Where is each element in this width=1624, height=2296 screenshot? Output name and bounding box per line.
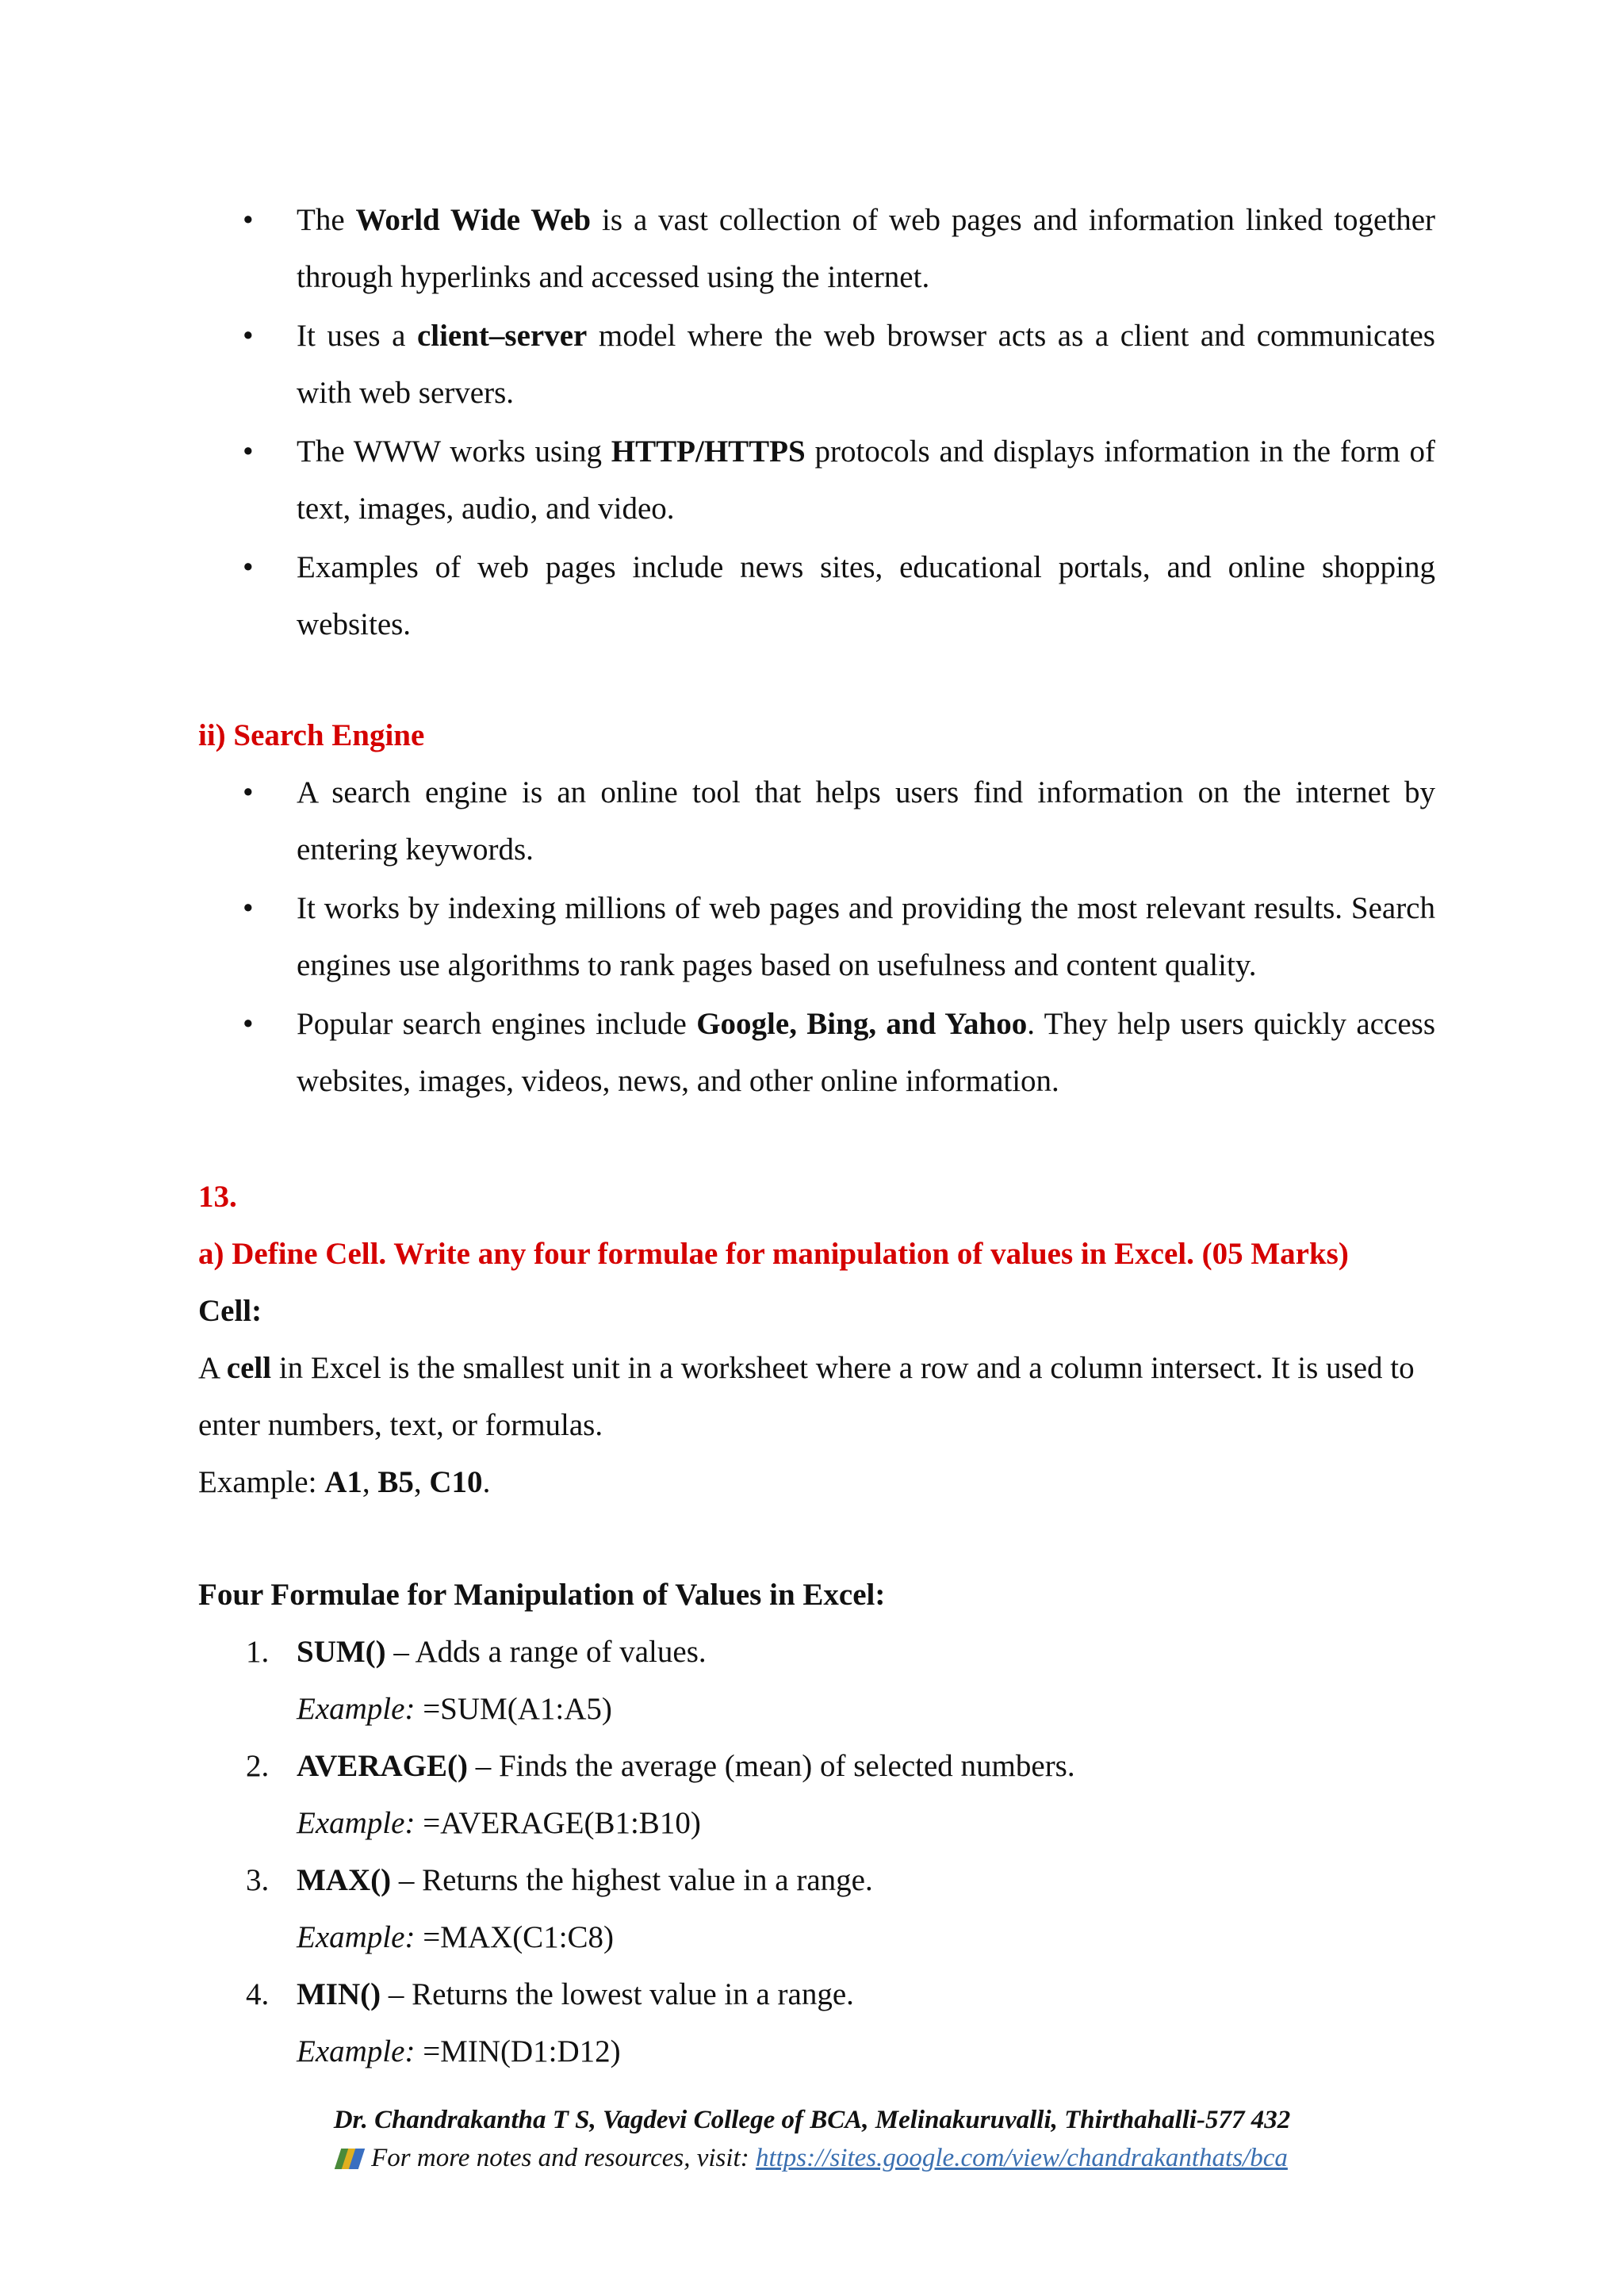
search-engine-bullet-list xyxy=(198,764,1435,1110)
bullet-icon: • xyxy=(243,891,254,925)
question-13-section xyxy=(198,1169,1435,1511)
bullet-icon: • xyxy=(243,434,254,469)
bullet-icon: • xyxy=(243,550,254,584)
page-footer xyxy=(0,2101,1624,2177)
cell-heading: Cell: xyxy=(198,1294,262,1328)
formula-example: Example: =MIN(D1:D12) xyxy=(297,2034,621,2068)
section-heading: ii) Search Engine xyxy=(198,718,425,752)
list-item: 2. AVERAGE() – Finds the average (mean) of selected numbers. xyxy=(246,1749,1075,1783)
formula-example: Example: =SUM(A1:A5) xyxy=(297,1692,612,1726)
formula-example: Example: =MAX(C1:C8) xyxy=(297,1920,615,1954)
list-item: • Popular search engines include Google, Bing, and Yahoo. They help users quickly access websites, images, videos, news, and other online information. xyxy=(198,996,1435,1110)
footer-author: Dr. Chandrakantha T S, Vagdevi College of BCA, Melinakuruvalli, Thirthahalli-577 432 xyxy=(333,2106,1291,2134)
cell-example: Example: A1, B5, C10. xyxy=(198,1465,491,1499)
www-bullet-list xyxy=(198,192,1435,653)
resources-link[interactable]: https://sites.google.com/view/chandrakanthats/bca xyxy=(755,2144,1288,2172)
formulae-heading: Four Formulae for Manipulation of Values in Excel: xyxy=(198,1578,886,1612)
question-text: a) Define Cell. Write any four formulae for manipulation of values in Excel. (05 Marks) xyxy=(198,1237,1349,1271)
footer-resources: For more notes and resources, visit: https://sites.google.com/view/chandrakanthats/bca xyxy=(0,2139,1624,2177)
books-icon xyxy=(336,2145,363,2169)
bullet-icon: • xyxy=(243,319,254,353)
bullet-icon: • xyxy=(243,775,254,809)
list-item: • The World Wide Web is a vast collection of web pages and information linked together through hyperlinks and accessed using the internet. xyxy=(198,192,1435,306)
list-item: • It uses a client–server model where the web browser acts as a client and communicates with web servers. xyxy=(198,308,1435,422)
cell-definition: A cell in Excel is the smallest unit in a worksheet where a row and a column intersect. It is used to enter numbers, text, or formulas. xyxy=(198,1351,1415,1442)
list-item: 1. SUM() – Adds a range of values. xyxy=(246,1635,707,1669)
list-item: • A search engine is an online tool that helps users find information on the internet by entering keywords. xyxy=(198,764,1435,878)
www-section xyxy=(198,192,1435,655)
search-engine-section xyxy=(198,707,1435,1112)
question-number: 13. xyxy=(198,1180,237,1214)
formulae-section xyxy=(198,1567,1435,2080)
bullet-icon: • xyxy=(243,203,254,237)
bullet-icon: • xyxy=(243,1007,254,1041)
list-item: • The WWW works using HTTP/HTTPS protocols and displays information in the form of text, images, audio, and video. xyxy=(198,423,1435,538)
list-item: • It works by indexing millions of web pages and providing the most relevant results. Search engines use algorithms to rank pages based on usefulness and content quality. xyxy=(198,880,1435,994)
list-item: 4. MIN() – Returns the lowest value in a range. xyxy=(246,1977,854,2011)
list-item: • Examples of web pages include news sites, educational portals, and online shopping websites. xyxy=(198,539,1435,653)
list-item: 3. MAX() – Returns the highest value in a range. xyxy=(246,1863,873,1897)
formulae-list xyxy=(198,1624,1435,2080)
formula-example: Example: =AVERAGE(B1:B10) xyxy=(297,1806,701,1840)
